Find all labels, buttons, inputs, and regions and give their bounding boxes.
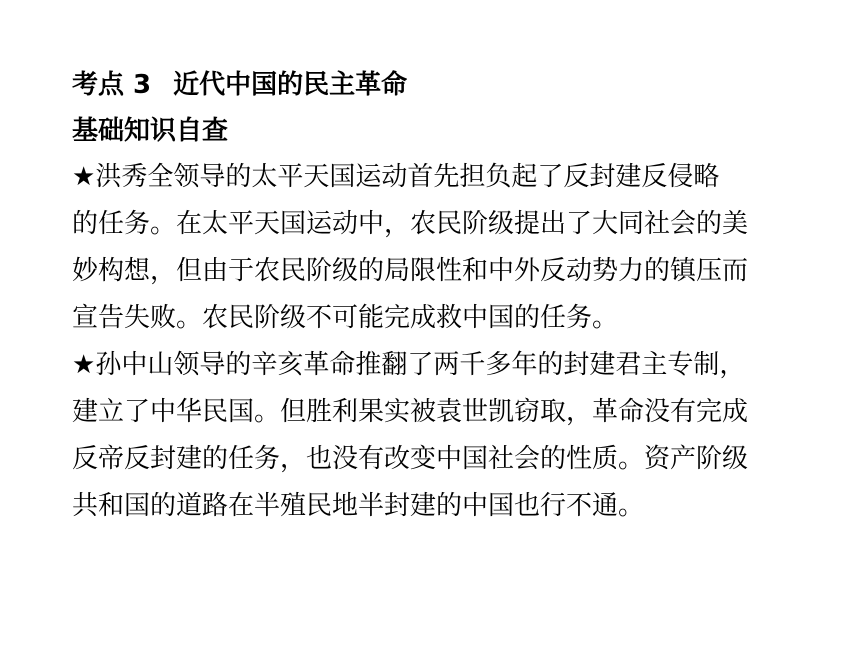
section-heading: 基础知识自查 bbox=[72, 116, 229, 146]
star-bullet: ★ bbox=[72, 162, 96, 192]
paragraph-line: 共和国的道路在半殖民地半封建的中国也行不通。 bbox=[72, 491, 645, 521]
star-bullet: ★ bbox=[72, 350, 96, 380]
paragraph-line: 的任务。在太平天国运动中，农民阶级提出了大同社会的美 bbox=[72, 209, 749, 239]
paragraph-taiping bbox=[72, 154, 812, 342]
topic-number: 考点 3 bbox=[72, 70, 152, 100]
topic-heading bbox=[72, 62, 812, 108]
paragraph-line: ★洪秀全领导的太平天国运动首先担负起了反封建反侵略 bbox=[72, 162, 720, 192]
paragraph-line: 妙构想，但由于农民阶级的局限性和中外反动势力的镇压而 bbox=[72, 256, 749, 286]
paragraph-xinhai bbox=[72, 342, 812, 530]
paragraph-line: 建立了中华民国。但胜利果实被袁世凯窃取，革命没有完成 bbox=[72, 397, 749, 427]
topic-title: 近代中国的民主革命 bbox=[173, 70, 408, 100]
paragraph-line: 反帝反封建的任务，也没有改变中国社会的性质。资产阶级 bbox=[72, 444, 749, 474]
content-area bbox=[72, 62, 812, 530]
paragraph-line: ★孙中山领导的辛亥革命推翻了两千多年的封建君主专制， bbox=[72, 350, 746, 380]
paragraph-line: 宣告失败。农民阶级不可能完成救中国的任务。 bbox=[72, 303, 619, 333]
